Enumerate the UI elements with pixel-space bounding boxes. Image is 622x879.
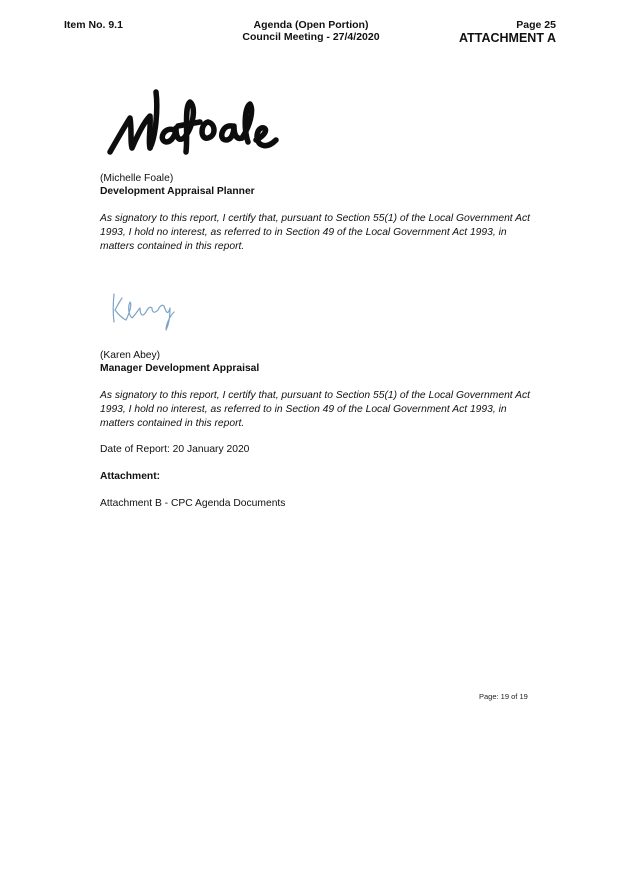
signature-stroke bbox=[113, 294, 114, 322]
signature-stroke bbox=[115, 298, 126, 320]
signature-karen-abey bbox=[108, 290, 180, 334]
signatory1-title: Development Appraisal Planner bbox=[100, 186, 255, 197]
signature-stroke bbox=[126, 302, 174, 330]
signature-stroke bbox=[256, 128, 276, 146]
attachment-label: ATTACHMENT A bbox=[459, 31, 556, 45]
signature-stroke bbox=[178, 122, 200, 126]
signature-stroke bbox=[162, 128, 184, 142]
signature-michelle-foale bbox=[104, 86, 284, 166]
page-indicator: Page: 19 of 19 bbox=[479, 692, 528, 701]
item-number: Item No. 9.1 bbox=[64, 19, 123, 31]
page-label bbox=[459, 19, 556, 45]
attachment-item: Attachment B - CPC Agenda Documents bbox=[100, 498, 286, 509]
signature-stroke bbox=[202, 122, 214, 138]
signature-stroke bbox=[222, 126, 242, 140]
signatory2-title: Manager Development Appraisal bbox=[100, 363, 260, 374]
signatory1-name: (Michelle Foale) bbox=[100, 173, 174, 184]
report-date: Date of Report: 20 January 2020 bbox=[100, 444, 250, 455]
signature-stroke bbox=[242, 104, 252, 142]
meeting-date: Council Meeting - 27/4/2020 bbox=[242, 31, 380, 43]
page-number: Page 25 bbox=[516, 19, 556, 31]
signatory2-name: (Karen Abey) bbox=[100, 350, 161, 361]
attachment-heading: Attachment: bbox=[100, 471, 161, 482]
agenda-title: Agenda (Open Portion) bbox=[253, 19, 369, 31]
signatory1-statement: As signatory to this report, I certify that, pursuant to Section 55(1) of the Local Government Act 1993, I hold no interest, as referred to in Section 49 of the Local Government Act 1993, in matters contained in this report. bbox=[100, 213, 531, 252]
signature-stroke bbox=[110, 116, 150, 152]
signatory2-statement: As signatory to this report, I certify that, pursuant to Section 55(1) of the Local Government Act 1993, I hold no interest, as referred to in Section 49 of the Local Government Act 1993, in matters contained in this report. bbox=[100, 390, 531, 429]
